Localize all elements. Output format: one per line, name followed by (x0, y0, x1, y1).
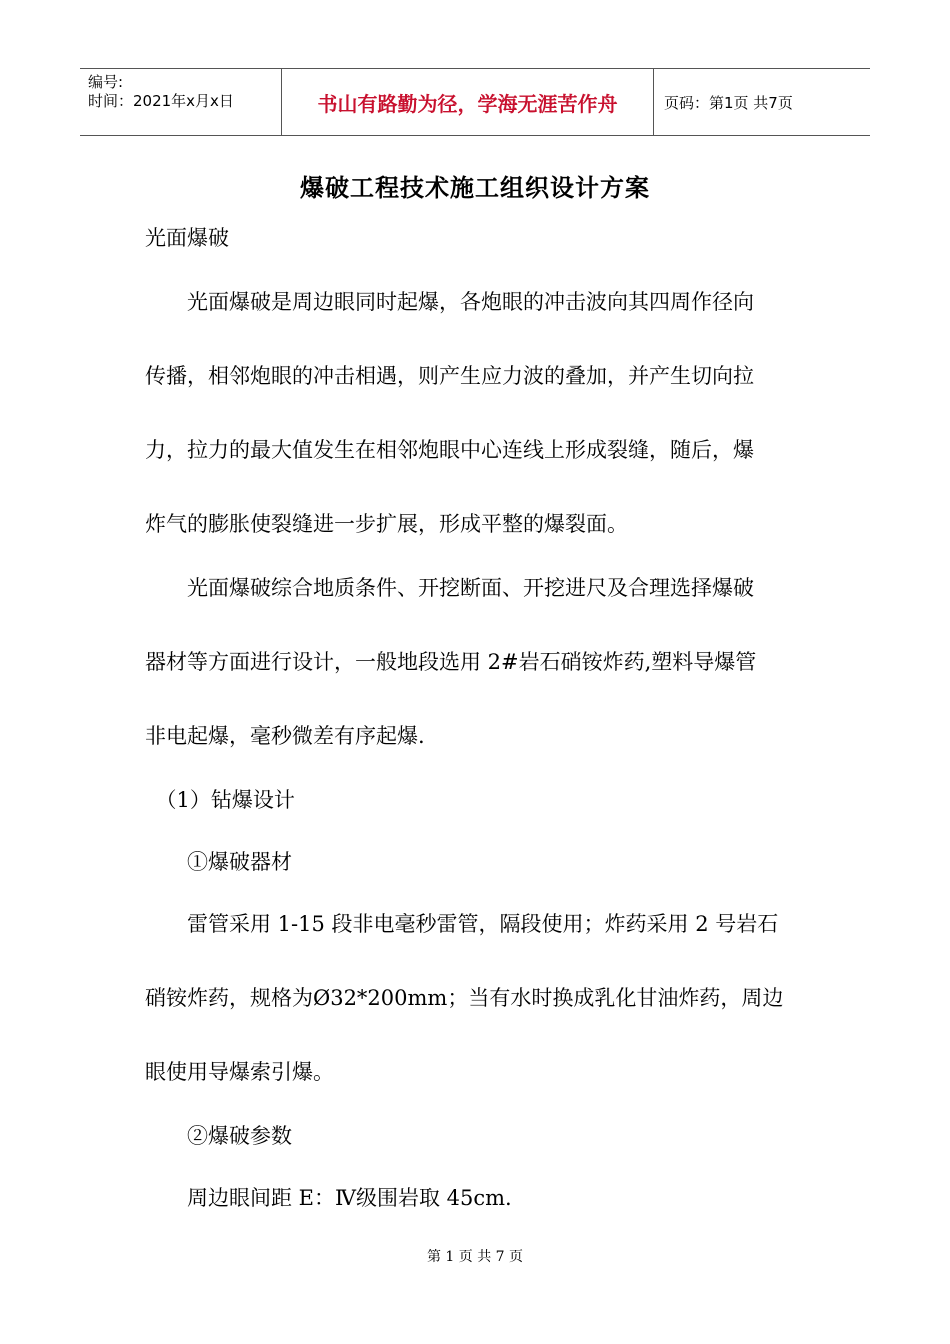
body-line: 雷管采用 1-15 段非电毫秒雷管，隔段使用；炸药采用 2 号岩石 (145, 912, 779, 936)
body-line: 周边眼间距 E：Ⅳ级围岩取 45cm. (145, 1186, 512, 1210)
time-label: 时间：2021年x月x日 (88, 92, 234, 110)
item-heading: ②爆破参数 (145, 1124, 292, 1148)
body-line: 光面爆破综合地质条件、开挖断面、开挖进尺及合理选择爆破 (145, 576, 754, 600)
subsection-heading: （1）钻爆设计 (145, 788, 295, 812)
section-heading: 光面爆破 (145, 226, 229, 250)
body-line: 眼使用导爆索引爆。 (145, 1060, 334, 1084)
document-title: 爆破工程技术施工组织设计方案 (300, 173, 650, 202)
body-line: 器材等方面进行设计，一般地段选用 2#岩石硝铵炸药,塑料导爆管 (145, 650, 757, 674)
header-meta-cell (80, 69, 282, 135)
header-motto: 书山有路勤为径，学海无涯苦作舟 (282, 69, 654, 135)
body-line: 硝铵炸药，规格为Ø32*200mm；当有水时换成乳化甘油炸药，周边 (145, 986, 784, 1010)
body-line: 力，拉力的最大值发生在相邻炮眼中心连线上形成裂缝，随后，爆 (145, 438, 754, 462)
page-footer: 第 1 页 共 7 页 (426, 1249, 524, 1265)
body-line: 非电起爆，毫秒微差有序起爆. (145, 724, 425, 748)
page-header (80, 68, 870, 136)
code-label: 编号: (88, 73, 124, 91)
body-line: 光面爆破是周边眼同时起爆，各炮眼的冲击波向其四周作径向 (145, 290, 754, 314)
body-line: 炸气的膨胀使裂缝进一步扩展，形成平整的爆裂面。 (145, 512, 628, 536)
body-line: 传播，相邻炮眼的冲击相遇，则产生应力波的叠加，并产生切向拉 (145, 364, 754, 388)
item-heading: ①爆破器材 (145, 850, 292, 874)
header-page-info: 页码：第1页 共7页 (664, 93, 793, 112)
